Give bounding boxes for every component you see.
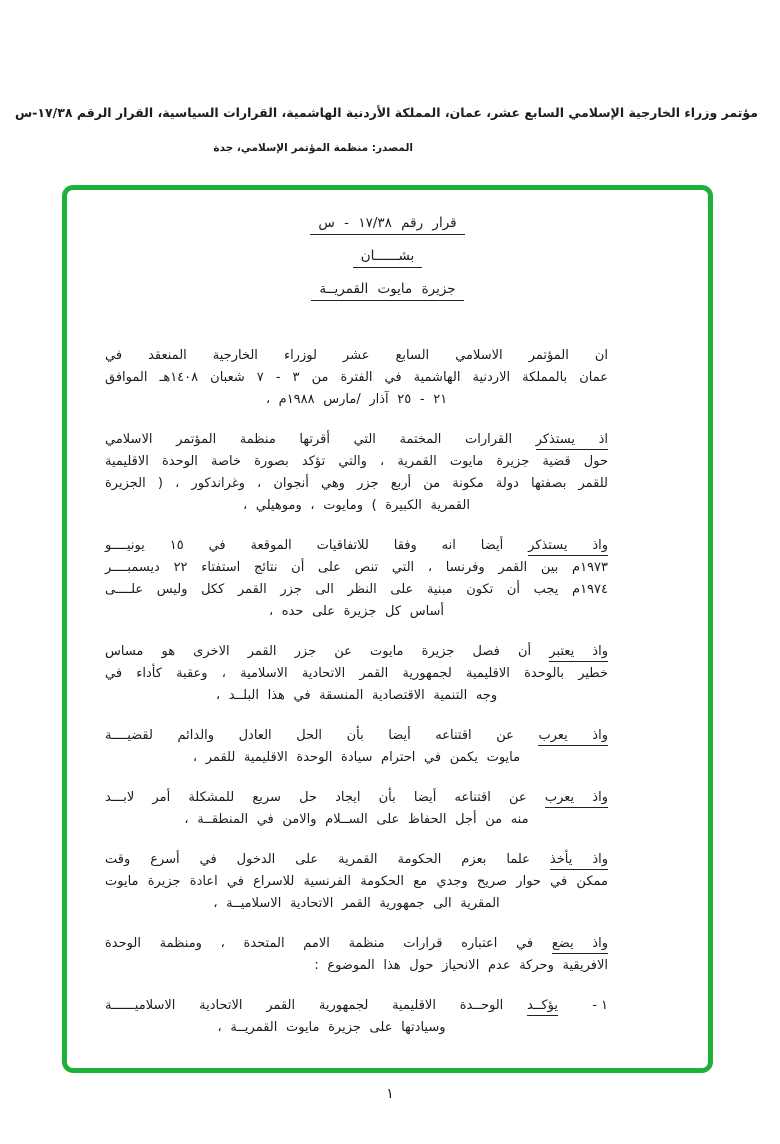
resolution-number-title bbox=[67, 212, 708, 235]
page-number: ١ bbox=[386, 1086, 394, 1102]
text-line: واذ يأخذ علما بعزم الحكومة القمرية على الدخول في أسرع وقت bbox=[105, 849, 608, 871]
paragraph bbox=[105, 849, 608, 915]
text-line: للقمر بصفتها دولة مكونة من أربع جزر وهي أنجوان ، وغراندكور ، ( الجزيرة bbox=[105, 476, 608, 491]
resolution-title-block bbox=[67, 212, 708, 301]
text-line: القمرية الكبيرة ) ومايوت ، وموهيلي ، bbox=[243, 498, 470, 513]
text-line: وسيادتها على جزيرة مايوت القمريــة ، bbox=[217, 1020, 446, 1035]
text-line: منه من أجل الحفاظ على الســلام والامن في المنطقــة ، bbox=[184, 812, 529, 827]
text-line: يؤكــد الوحــدة الاقليمية لجمهورية القمر الاتحادية الاسلاميــــــة bbox=[105, 995, 558, 1017]
underlined-lead-phrase: واذ يعرب bbox=[545, 790, 608, 808]
text-line: المقرية الى جمهورية القمر الاتحادية الاسلاميــة ، bbox=[213, 896, 500, 911]
item-number: ١ - bbox=[592, 998, 608, 1013]
paragraph bbox=[105, 345, 608, 411]
underlined-lead-phrase: واذ يأخذ bbox=[550, 852, 608, 870]
title-line-text: جزيرة مايوت القمريــة bbox=[311, 281, 463, 301]
text-line: الافريقية وحركة عدم الانحياز حول هذا الموضوع : bbox=[314, 958, 608, 973]
paragraph bbox=[105, 933, 608, 977]
underlined-lead-phrase: واذ يعتبر bbox=[549, 644, 608, 662]
title-line-text: بشــــــان bbox=[353, 248, 423, 268]
paragraph bbox=[105, 641, 608, 707]
paragraph bbox=[105, 535, 608, 623]
underlined-lead-phrase: يؤكــد bbox=[527, 998, 558, 1016]
item-lines bbox=[105, 995, 558, 1039]
text-line: ١٩٧٤م يجب أن تكون مبنية على النظر الى جزر القمر ككل وليس علــــى bbox=[105, 582, 608, 597]
text-line: واذ يضع في اعتباره قرارات منظمة الامم المتحدة ، ومنظمة الوحدة bbox=[105, 933, 608, 955]
underlined-lead-phrase: واذ يعرب bbox=[538, 728, 608, 746]
paragraph bbox=[105, 725, 608, 769]
text-line: أساس كل جزيرة على حده ، bbox=[268, 604, 445, 619]
paragraph bbox=[105, 429, 608, 517]
underlined-lead-phrase: اذ يستذكر bbox=[536, 432, 608, 450]
text-line: مايوت يكمن في احترام سيادة الوحدة الاقليمية للقمر ، bbox=[192, 750, 521, 765]
underlined-lead-phrase: واذ يستذكر bbox=[528, 538, 608, 556]
title-line-text: قرار رقم ١٧/٣٨ - س bbox=[310, 215, 464, 235]
text-line: خطير بالوحدة الاقليمية لجمهورية القمر الاتحادية الاسلامية ، وعقبة كأداء في bbox=[105, 666, 608, 681]
text-line: ان المؤتمر الاسلامي السابع عشر لوزراء الخارجية المنعقد في bbox=[105, 348, 608, 363]
text-line: واذ يعرب عن اقتناعه أيضا بأن ايجاد حل سريع للمشكلة أمر لابـــد bbox=[105, 787, 608, 809]
text-line: وجه التنمية الاقتصادية المنسقة في هذا البلــد ، bbox=[215, 688, 498, 703]
document-frame bbox=[62, 185, 713, 1073]
text-line: واذ يستذكر أيضا انه وفقا للاتفاقيات الموقعة في ١٥ يونيــــو bbox=[105, 535, 608, 557]
document-body bbox=[67, 345, 708, 1039]
paragraph bbox=[105, 787, 608, 831]
source-line: المصدر: منظمة المؤتمر الإسلامي، جدة bbox=[213, 142, 413, 154]
text-line: ٢١ - ٢٥ آذار /مارس ١٩٨٨م ، bbox=[265, 392, 448, 407]
text-line: حول قضية جزيرة مايوت القمرية ، والتي تؤكد بصورة خاصة الوحدة الاقليمية bbox=[105, 454, 608, 469]
text-line: واذ يعرب عن اقتناعه أيضا بأن الحل العادل والدائم لقضيــــة bbox=[105, 725, 608, 747]
citation-header: مؤتمر وزراء الخارجية الإسلامي السابع عشر، عمان، المملكة الأردنية الهاشمية، القرارات السياسية، القرار الرقم ١٧/٣٨-س bbox=[14, 105, 758, 120]
resolution-subject-title bbox=[67, 278, 708, 301]
underlined-lead-phrase: واذ يضع bbox=[552, 936, 608, 954]
text-line: ممكن في حوار صريح وجدي مع الحكومة الفرنسية للاسراع في اعادة جزيرة مايوت bbox=[105, 874, 608, 889]
text-line: واذ يعتبر أن فصل جزيرة مايوت عن جزر القمر الاخرى هو مساس bbox=[105, 641, 608, 663]
text-line: عمان بالمملكة الاردنية الهاشمية في الفترة من ٣ - ٧ شعبان ١٤٠٨هـ الموافق bbox=[105, 370, 608, 385]
resolution-regarding-title bbox=[67, 245, 708, 268]
paragraph-list bbox=[105, 345, 608, 1039]
text-line: اذ يستذكر القرارات المختمة التي أقرتها منظمة المؤتمر الاسلامي bbox=[105, 429, 608, 451]
numbered-item bbox=[105, 995, 608, 1039]
text-line: ١٩٧٣م بين القمر وفرنسا ، التي تنص على أن نتائج استفتاء ٢٢ ديسمبــــر bbox=[105, 560, 608, 575]
